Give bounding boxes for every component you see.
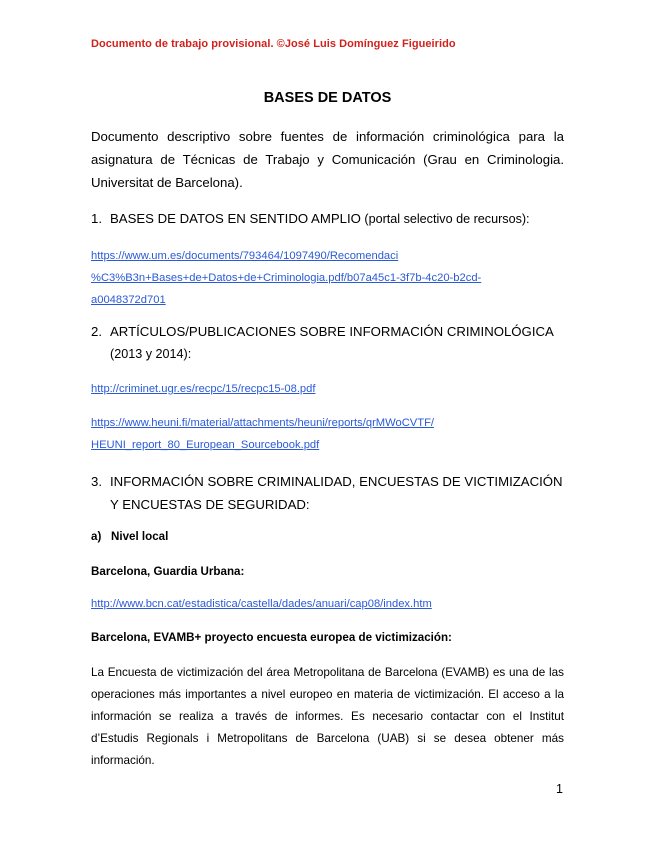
item-barcelona-guardia-urbana-link[interactable]: http://www.bcn.cat/estadistica/castella/dades/anuari/cap08/index.htm (91, 598, 432, 610)
link-line[interactable]: HEUNI_report_80_European_Sourcebook.pdf (91, 439, 320, 451)
section-heading-text: BASES DE DATOS EN SENTIDO AMPLIO (110, 211, 361, 226)
subsection-a-label: a) Nivel local (91, 530, 169, 543)
intro-line: Documento descriptivo sobre fuentes de información criminológica para la (91, 129, 564, 144)
section-heading-text: INFORMACIÓN SOBRE CRIMINALIDAD, ENCUESTAS DE VICTIMIZACIÓN (110, 474, 563, 489)
section-2-heading (91, 320, 564, 366)
link-line[interactable]: https://www.heuni.fi/material/attachments/heuni/reports/qrMWoCVTF/ (91, 417, 435, 429)
document-title: BASES DE DATOS (263, 90, 392, 106)
section-number: 1. (91, 211, 102, 226)
link-line[interactable]: a0048372d701 (91, 294, 166, 306)
section-2-link-1[interactable]: http://criminet.ugr.es/recpc/15/recpc15-08.pdf (91, 383, 316, 395)
link-line[interactable]: %C3%B3n+Bases+de+Datos+de+Criminologia.pdf/b07a45c1-3f7b-4c20-b2cd- (91, 272, 482, 284)
paragraph-line: La Encuesta de victimización del área Metropolitana de Barcelona (EVAMB) es una de las (91, 666, 564, 679)
evamb-description-paragraph (91, 662, 564, 772)
link-line[interactable]: https://www.um.es/documents/793464/1097490/Recomendaci (91, 250, 399, 262)
section-3-heading (91, 470, 564, 516)
paragraph-line: d’Estudis Regionals i Metropolitans de Barcelona (UAB) si se desea obtener más (91, 732, 564, 745)
paragraph-line: información se realiza a través de informes. Es necesario contactar con el Institut (91, 710, 564, 723)
section-heading-text: (2013 y 2014): (110, 347, 192, 361)
paragraph-line: información. (91, 754, 155, 767)
intro-line: asignatura de Técnicas de Trabajo y Comunicación (Grau en Criminologia. (91, 152, 564, 167)
page-number: 1 (556, 782, 563, 796)
intro-paragraph (91, 125, 564, 194)
section-heading-text: Y ENCUESTAS DE SEGURIDAD: (110, 497, 310, 512)
item-barcelona-guardia-urbana-title: Barcelona, Guardia Urbana: (91, 565, 245, 578)
intro-line: Universitat de Barcelona). (91, 175, 243, 190)
section-heading-text: ARTÍCULOS/PUBLICACIONES SOBRE INFORMACIÓN CRIMINOLÓGICA (110, 324, 554, 339)
section-number: 3. (91, 474, 102, 489)
section-2-link-2[interactable] (91, 412, 434, 456)
section-number: 2. (91, 324, 102, 339)
item-barcelona-evamb-title: Barcelona, EVAMB+ proyecto encuesta europea de victimización: (91, 631, 452, 644)
paragraph-line: operaciones más importantes a nivel europeo en materia de victimización. El acceso a la (91, 688, 564, 701)
section-1-heading (91, 207, 564, 231)
section-1-link[interactable] (91, 245, 481, 311)
page-header: Documento de trabajo provisional. ©José Luis Domínguez Figueirido (91, 38, 456, 50)
section-heading-note: (portal selectivo de recursos): (360, 212, 530, 226)
